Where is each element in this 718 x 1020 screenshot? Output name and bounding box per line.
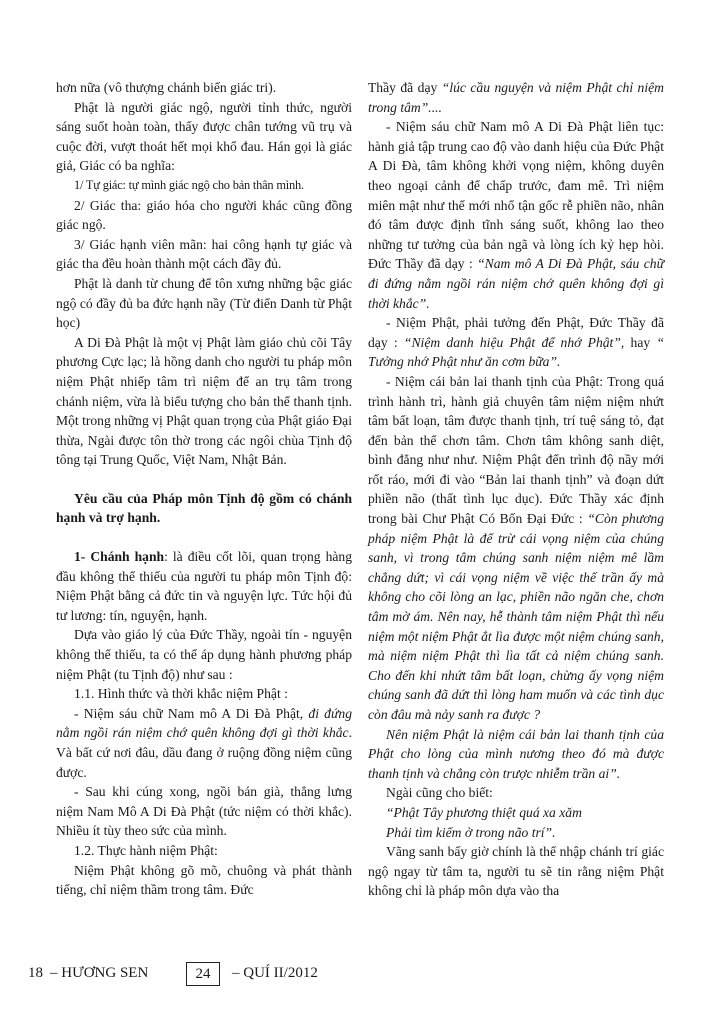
quote-text: “Niệm danh hiệu Phật để nhớ Phật”,	[403, 334, 625, 350]
magazine-name: – HƯƠNG SEN	[50, 965, 149, 981]
subheading-bold: 1- Chánh hạnh	[74, 549, 165, 565]
quote-text: đi đứng nằm ngồi rán niệm chớ quên không đợi gì thời khắc	[56, 705, 352, 741]
quote-paragraph: Nên niệm Phật là niệm cái bản lai thanh tịnh của Phật cho lòng của mình nương theo đó mà được thanh tịnh và chẳng còn trược nhiễm trần ai”.	[368, 726, 664, 781]
paragraph-text: hay	[624, 334, 657, 350]
list-item: 2/ Giác tha: giáo hóa cho người khác cũng đồng giác ngộ.	[56, 197, 352, 233]
paragraph	[56, 704, 352, 782]
page-footer	[28, 960, 348, 986]
paragraph: Phật là người giác ngộ, người tỉnh thức, người sáng suốt hoàn toàn, thấy được chân tướng vũ trụ và cuộc đời, vượt thoát hết mọi khổ đau. Hán gọi là giác giả, Giác có ba nghĩa:	[56, 99, 352, 174]
paragraph: Dựa vào giáo lý của Đức Thầy, ngoài tín - nguyện không thể thiếu, ta có thể áp dụng hành phương pháp niệm Phật (tu Tịnh độ) như sau :	[56, 627, 352, 682]
paragraph-text: - Niệm sáu chữ Nam mô A Di Đà Phật liên tục: hành giả tập trung cao độ vào danh hiệu của Đức Phật A Di Đà, tâm không khởi vọng niệm, không duyên theo ngoại cảnh để chấp trước, đam mê. Trì niệm miên mật như thế mới nhổ tận gốc rễ phiền não, nhân đó tâm được định tĩnh sáng suốt, không lao theo những tư tưởng của bản ngã và lòng ích kỷ hẹp hòi. Đức Thầy đã dạy :	[368, 119, 664, 272]
quote-text: “Nam mô A Di Đà Phật, sáu chữ đi đứng nằm ngồi rán niệm chớ quên không đợi gì thời khắc”.	[368, 256, 664, 311]
list-item: 1/ Tự giác: tự mình giác ngộ cho bản thân mình.	[74, 177, 304, 192]
section-heading: Yêu cầu của Pháp môn Tịnh độ gồm có chánh hạnh và trợ hạnh.	[56, 490, 352, 526]
paragraph-text: Thầy đã dạy	[368, 80, 442, 95]
paragraph: 1.2. Thực hành niệm Phật:	[74, 842, 218, 858]
paragraph	[368, 372, 664, 725]
list-item: 3/ Giác hạnh viên mãn: hai công hạnh tự giác và giác tha đều hoàn thành một cách đầy đủ.	[56, 236, 352, 272]
paragraph: Vãng sanh bấy giờ chính là thể nhập chánh trí giác ngộ ngay từ tâm ta, người tu sẽ tin rằng niệm Phật không chỉ là pháp môn dựa vào tha	[368, 844, 664, 899]
issue-number-box: 24	[186, 962, 220, 986]
paragraph: Niệm Phật không gõ mõ, chuông và phát thành tiếng, chỉ niệm thầm trong tâm. Đức	[56, 862, 352, 898]
paragraph	[368, 117, 664, 313]
paragraph-text: - Niệm cái bản lai thanh tịnh của Phật: Trong quá trình hành trì, hành giả chuyên tâm niệm niệm nhứt tâm bất loạn, tâm được thanh tịnh, trí tuệ sáng tỏ, đạt đến bản thể chơn tâm. Chơn tâm không sanh diệt, bình đẳng như như. Niệm Phật đến trình độ nầy mới rốt ráo, mới đi vào “Bản lai thanh tịnh” và đoạn dứt phiền não (thất tình lục dục). Đức Thầy xác định trong bài Chư Phật Có Bốn Đại Đức :	[368, 373, 664, 527]
right-column	[368, 78, 664, 901]
paragraph	[368, 313, 664, 372]
paragraph	[368, 78, 664, 117]
paragraph: Ngài cũng cho biết:	[386, 785, 493, 801]
paragraph	[56, 547, 352, 625]
left-column	[56, 78, 352, 900]
verse-line: Phải tìm kiếm ở trong não trí”.	[386, 824, 556, 840]
quote-text: “ Tưởng nhớ Phật như ăn cơm bữa”.	[368, 334, 664, 370]
page-number: 18	[28, 965, 43, 981]
issue-date: – QUÍ II/2012	[232, 965, 318, 981]
paragraph-text: - Niệm Phật, phải tưởng đến Phật, Đức Thầy đã dạy :	[368, 315, 664, 350]
paragraph: A Di Đà Phật là một vị Phật làm giáo chủ cõi Tây phương Cực lạc; là hồng danh cho người tu pháp môn niệm Phật nhiếp tâm trì niệm để an trụ tâm trong chánh niệm, vừa là biểu tượng cho bản thể thanh tịnh. Một trong những vị Phật quan trọng của Phật giáo Đại thừa, Ngài được tôn thờ trong các ngôi chùa Tịnh độ tông tại Trung Quốc, Việt Nam, Nhật Bản.	[56, 334, 352, 468]
paragraph: Phật là danh từ chung để tôn xưng những bậc giác ngộ có đầy đủ ba đức hạnh nầy (Từ điển Danh từ Phật học)	[56, 275, 352, 331]
paragraph: 1.1. Hình thức và thời khắc niệm Phật :	[74, 686, 288, 702]
paragraph-text: : là điều cốt lõi, quan trọng hàng đầu không thể thiếu của người tu pháp môn Tịnh độ: Niệm Phật bằng cả đức tin và nguyện lực. Tức hội đủ tư lương: tín, nguyện, hạnh.	[56, 549, 352, 623]
quote-text: “lúc cầu nguyện và niệm Phật chỉ niệm trong tâm”....	[368, 80, 664, 115]
paragraph-text: - Niệm sáu chữ Nam mô A Di Đà Phật,	[74, 705, 309, 721]
quote-text: “Còn phương pháp niệm Phật là để trừ cái vọng niệm của chúng sanh, vì trong tâm chúng sanh niệm niệm mê lầm chẳng dứt; vì cái vọng niệm về việc thế trần ấy mà không cho cõi lòng an lạc, phiền não ngăn che, chơn tâm mờ ám. Nên nay, hễ thành tâm niệm Phật thì nếu niệm một niệm Phật ắt lìa được một niệm chúng sanh, mà niệm niệm Phật thì lìa tất cả niệm chúng sanh. Cho đến khi nhứt tâm bất loạn, chừng ấy vọng niệm chúng sanh đã dứt thì lòng ham muốn và các tình dục còn đâu mà nảy sanh ra được ?	[368, 511, 664, 722]
paragraph: hơn nữa (vô thượng chánh biến giác tri).	[56, 80, 277, 95]
verse-line: “Phật Tây phương thiệt quá xa xăm	[386, 804, 582, 820]
paragraph: - Sau khi cúng xong, ngồi bán già, thẳng lưng niệm Nam Mô A Di Đà Phật (tức niệm có thời khắc). Nhiều ít tùy theo sức của mình.	[56, 784, 352, 839]
paragraph-text: . Và bất cứ nơi đâu, dầu đang ở ruộng đồng niệm cũng được.	[56, 725, 352, 780]
